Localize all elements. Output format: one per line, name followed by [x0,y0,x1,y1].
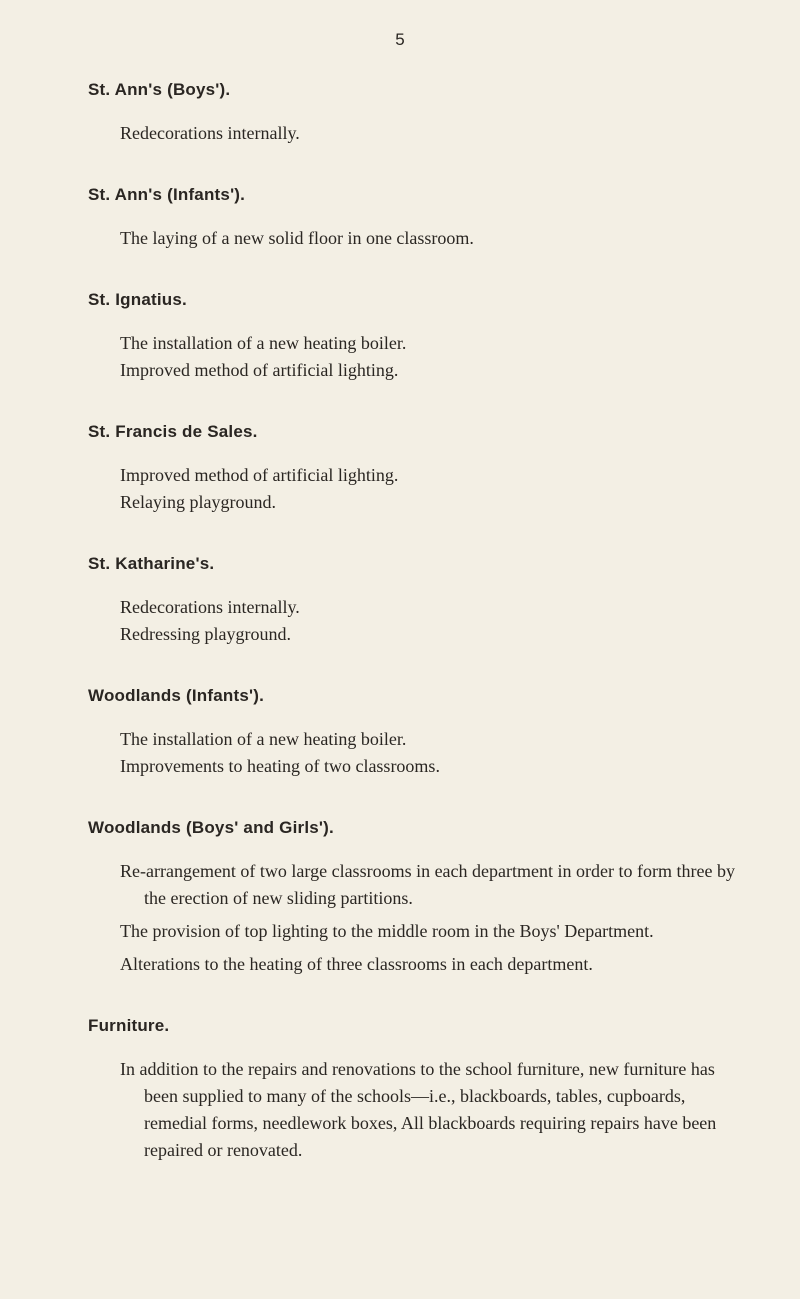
section-heading: Woodlands (Boys' and Girls'). [88,818,334,837]
section-line: Relaying playground. [120,492,276,512]
section-st-ignatius [88,290,748,384]
section-heading: St. Ann's (Boys'). [88,80,231,99]
page-number: 5 [395,30,405,49]
section-st-francis-de-sales [88,422,748,516]
section-st-anns-boys [88,80,748,147]
section-heading: St. Katharine's. [88,554,215,573]
section-line: Alterations to the heating of three classrooms in each department. [120,954,593,974]
section-line: Redressing playground. [120,624,291,644]
section-paragraph: In addition to the repairs and renovations to the school furniture, new furniture has been supplied to many of the schools—i.e., blackboards, tables, cupboards, remedial forms, needlework boxes, All blackboards requiring repairs have been repaired or renovated. [120,1059,717,1160]
section-heading: Woodlands (Infants'). [88,686,265,705]
section-line: Re-arrangement of two large classrooms in each department in order to form three by the erection of new sliding partitions. [120,861,735,908]
section-line: The installation of a new heating boiler. [120,333,407,353]
section-line: The provision of top lighting to the middle room in the Boys' Department. [120,921,654,941]
section-heading: St. Ann's (Infants'). [88,185,246,204]
section-furniture [88,1016,748,1164]
section-woodlands-infants [88,686,748,780]
section-line: Improved method of artificial lighting. [120,360,399,380]
section-line: The laying of a new solid floor in one classroom. [120,228,474,248]
section-heading: St. Francis de Sales. [88,422,258,441]
section-st-katharines [88,554,748,648]
section-line: Redecorations internally. [120,123,300,143]
section-line: Redecorations internally. [120,597,300,617]
section-line: The installation of a new heating boiler. [120,729,407,749]
section-woodlands-boys-girls [88,818,748,978]
page-content [88,80,748,1202]
section-st-anns-infants [88,185,748,252]
section-line: Improved method of artificial lighting. [120,465,399,485]
section-heading: Furniture. [88,1016,170,1035]
section-heading: St. Ignatius. [88,290,187,309]
section-line: Improvements to heating of two classrooms. [120,756,440,776]
